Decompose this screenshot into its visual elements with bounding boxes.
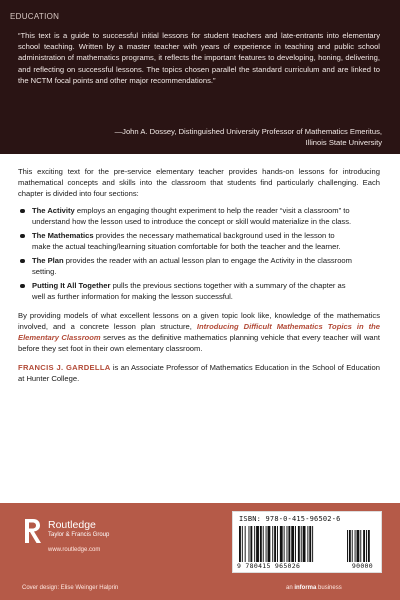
description <box>18 166 380 384</box>
quote-panel <box>0 0 400 154</box>
section-term: The Activity <box>32 206 75 215</box>
section-item <box>18 255 354 277</box>
routledge-logo-icon <box>22 517 44 545</box>
endorsement-quote: “This text is a guide to successful initial lessons for student teachers and late-entrants into elementary school teaching. Written by a master teacher with years of experience in teaching and public school administration of mathematics programs, it reflects the important features to developing, honing, delivering, and reflecting on successful lessons. The topics chosen parallel the standard curriculum and are linked to the NCTM focal points and other major recommendations.” <box>18 31 380 85</box>
book-title: Introducing Difficult Mathematics Topics in the Elementary Classroom <box>18 322 381 342</box>
publisher-name <box>48 519 109 539</box>
subject-label: EDUCATION <box>10 12 60 21</box>
summary-start: By providing models of what excellent lessons on a given topic look like, knowledge of the mathematics involved, and a concrete lesson plan structure, <box>18 311 380 331</box>
bullet-icon <box>20 209 25 214</box>
section-term: The Plan <box>32 256 64 265</box>
section-item <box>18 230 354 252</box>
publisher-tagline: Taylor & Francis Group <box>48 532 110 538</box>
barcode-box <box>232 511 382 573</box>
summary-paragraph <box>18 310 380 354</box>
publisher-band <box>0 503 400 600</box>
intro-paragraph: This exciting text for the pre-service elementary teacher provides hands-on lessons for introducing mathematical concepts and skills into the classroom that students find particularly challenging. Each chapter is divided into four sections: <box>18 167 380 198</box>
informa-business <box>286 585 342 591</box>
section-term: The Mathematics <box>32 231 94 240</box>
barcode-icon <box>237 526 377 562</box>
author-paragraph <box>18 362 380 384</box>
section-term: Putting It All Together <box>32 281 111 290</box>
cover-credit: Cover design: Elise Weinger Halprin <box>22 585 119 591</box>
author-name: FRANCIS J. GARDELLA <box>18 363 111 372</box>
informa-suffix: business <box>316 585 342 591</box>
informa-prefix: an <box>286 585 295 591</box>
section-item <box>18 280 354 302</box>
bullet-icon <box>20 259 25 264</box>
attribution-line-2: Illinois State University <box>305 138 382 147</box>
publisher-url: www.routledge.com <box>48 547 101 553</box>
bullet-icon <box>20 234 25 239</box>
section-item <box>18 205 354 227</box>
barcode-addon-number: 90000 <box>351 562 373 570</box>
section-list <box>18 205 380 302</box>
barcode-number: 9 780415 965026 <box>237 562 301 570</box>
attribution-line-1: —John A. Dossey, Distinguished University Professor of Mathematics Emeritus, <box>114 127 382 136</box>
section-text: employs an engaging thought experiment to help the reader “visit a classroom” to understand how the lesson used to introduce the concept or skill would materialize in the class. <box>32 206 352 226</box>
section-text: provides the necessary mathematical background used in the lesson to make the actual teaching/learning situation comfortable for both the teacher and the learner. <box>32 231 341 251</box>
informa-brand: informa <box>294 585 317 591</box>
bullet-icon <box>20 284 25 289</box>
quote-attribution <box>62 126 382 148</box>
section-text: provides the reader with an actual lesson plan to engage the Activity in the classroom setting. <box>32 256 352 276</box>
section-text: pulls the previous sections together with a summary of the chapter as well as further information for making the lesson successful. <box>32 281 346 301</box>
barcode-numbers <box>237 562 377 570</box>
author-bio: is an Associate Professor of Mathematics Education in the School of Education at Hunter College. <box>18 363 380 383</box>
isbn-label: ISBN: 978-0-415-96502-6 <box>239 515 341 523</box>
publisher-label: Routledge <box>48 519 96 531</box>
summary-end: serves as the definitive mathematics planning vehicle that every teacher will want before they set foot in their own elementary classroom. <box>18 333 380 353</box>
